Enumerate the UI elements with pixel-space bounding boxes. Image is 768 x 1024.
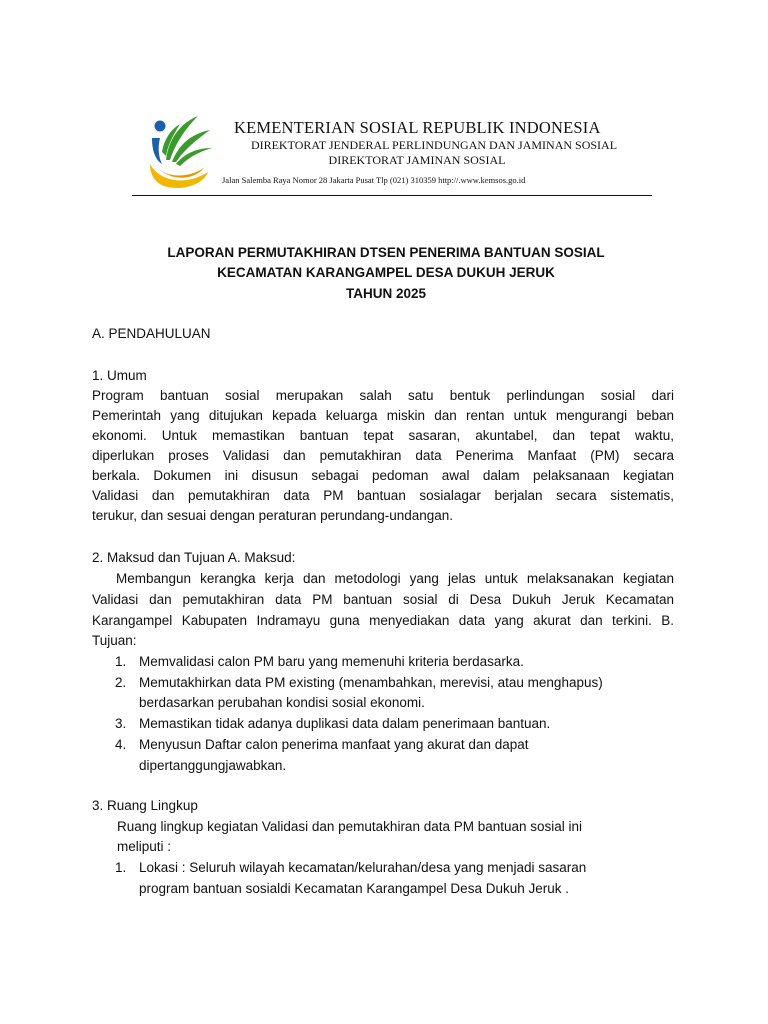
paragraph-line: Karangampel Kabupaten Indramayu guna menyediakan data yang akurat dan terkini. B.	[92, 613, 674, 628]
letterhead-ministry: KEMENTERIAN SOSIAL REPUBLIK INDONESIA	[234, 118, 601, 137]
logo-swoosh-inner	[158, 168, 204, 178]
list-number: 4.	[115, 737, 127, 752]
letterhead-directorate: DIREKTORAT JAMINAN SOSIAL	[328, 153, 506, 167]
paragraph-line: berkala. Dokumen ini disusun sebagai pedoman awal dalam pelaksanaan kegiatan	[92, 468, 674, 483]
letterhead-directorate-general: DIREKTORAT JENDERAL PERLINDUNGAN DAN JAMINAN SOSIAL	[250, 138, 618, 152]
paragraph-line: terukur, dan sesuai dengan peraturan perundang-undangan.	[92, 508, 454, 523]
report-title-line-2: KECAMATAN KARANGAMPEL DESA DUKUH JERUK	[217, 265, 555, 280]
list-item-continuation: dipertanggungjawabkan.	[139, 758, 287, 773]
list-item-continuation: berdasarkan perubahan kondisi sosial ekonomi.	[139, 695, 425, 710]
paragraph-line: Validasi dan pemutakhiran data PM bantuan sosial di Desa Dukuh Jeruk Kecamatan	[92, 592, 674, 607]
list-item: Lokasi : Seluruh wilayah kecamatan/kelurahan/desa yang menjadi sasaran	[139, 860, 587, 875]
paragraph-line: Pemerintah yang ditujukan kepada keluarga miskin dan rentan untuk mengurangi beban	[92, 408, 674, 423]
report-title-line-1: LAPORAN PERMUTAKHIRAN DTSEN PENERIMA BANTUAN SOSIAL	[167, 245, 605, 260]
subsection-heading-ruang-lingkup: 3. Ruang Lingkup	[92, 798, 198, 813]
paragraph-line: Program bantuan sosial merupakan salah satu bentuk perlindungan sosial dari	[92, 388, 674, 403]
list-item-continuation: program bantuan sosialdi Kecamatan Karangampel Desa Dukuh Jeruk .	[139, 881, 569, 896]
subsection-heading-umum: 1. Umum	[92, 368, 147, 383]
letterhead-divider	[132, 195, 652, 196]
subsection-heading-maksud: 2. Maksud dan Tujuan A. Maksud:	[92, 550, 296, 565]
list-number: 1.	[115, 860, 127, 875]
list-number: 2.	[115, 675, 127, 690]
paragraph-line: Ruang lingkup kegiatan Validasi dan pemutakhiran data PM bantuan sosial ini	[117, 819, 583, 834]
list-number: 1.	[115, 654, 127, 669]
logo-figure	[152, 138, 162, 164]
report-title-line-3: TAHUN 2025	[345, 286, 427, 301]
list-item: Menyusun Daftar calon penerima manfaat yang akurat dan dapat	[139, 737, 529, 752]
list-item: Memutakhirkan data PM existing (menambahkan, merevisi, atau menghapus)	[139, 675, 603, 690]
paragraph-line: Validasi dan pemutakhiran data PM bantuan sosialagar berjalan secara sistematis,	[92, 488, 674, 503]
paragraph-line: diperlukan proses Validasi dan pemutakhiran data Penerima Manfaat (PM) secara	[92, 448, 674, 463]
list-item: Memvalidasi calon PM baru yang memenuhi kriteria berdasarka.	[139, 654, 524, 669]
paragraph-line: ekonomi. Untuk memastikan bantuan tepat sasaran, akuntabel, dan tepat waktu,	[92, 428, 674, 443]
letterhead-address: Jalan Salemba Raya Nomor 28 Jakarta Pusat Tlp (021) 310359 http://.www.kemsos.go.id	[222, 175, 526, 185]
kemensos-logo-icon	[146, 112, 216, 190]
paragraph-line: Membangun kerangka kerja dan metodologi yang jelas untuk melaksanakan kegiatan	[116, 571, 674, 586]
list-item: Memastikan tidak adanya duplikasi data dalam penerimaan bantuan.	[139, 716, 551, 731]
paragraph-line: Tujuan:	[92, 633, 137, 648]
section-heading-pendahuluan: A. PENDAHULUAN	[92, 326, 211, 341]
logo-dot	[155, 121, 166, 132]
list-number: 3.	[115, 716, 127, 731]
paragraph-line: meliputi :	[117, 839, 172, 854]
